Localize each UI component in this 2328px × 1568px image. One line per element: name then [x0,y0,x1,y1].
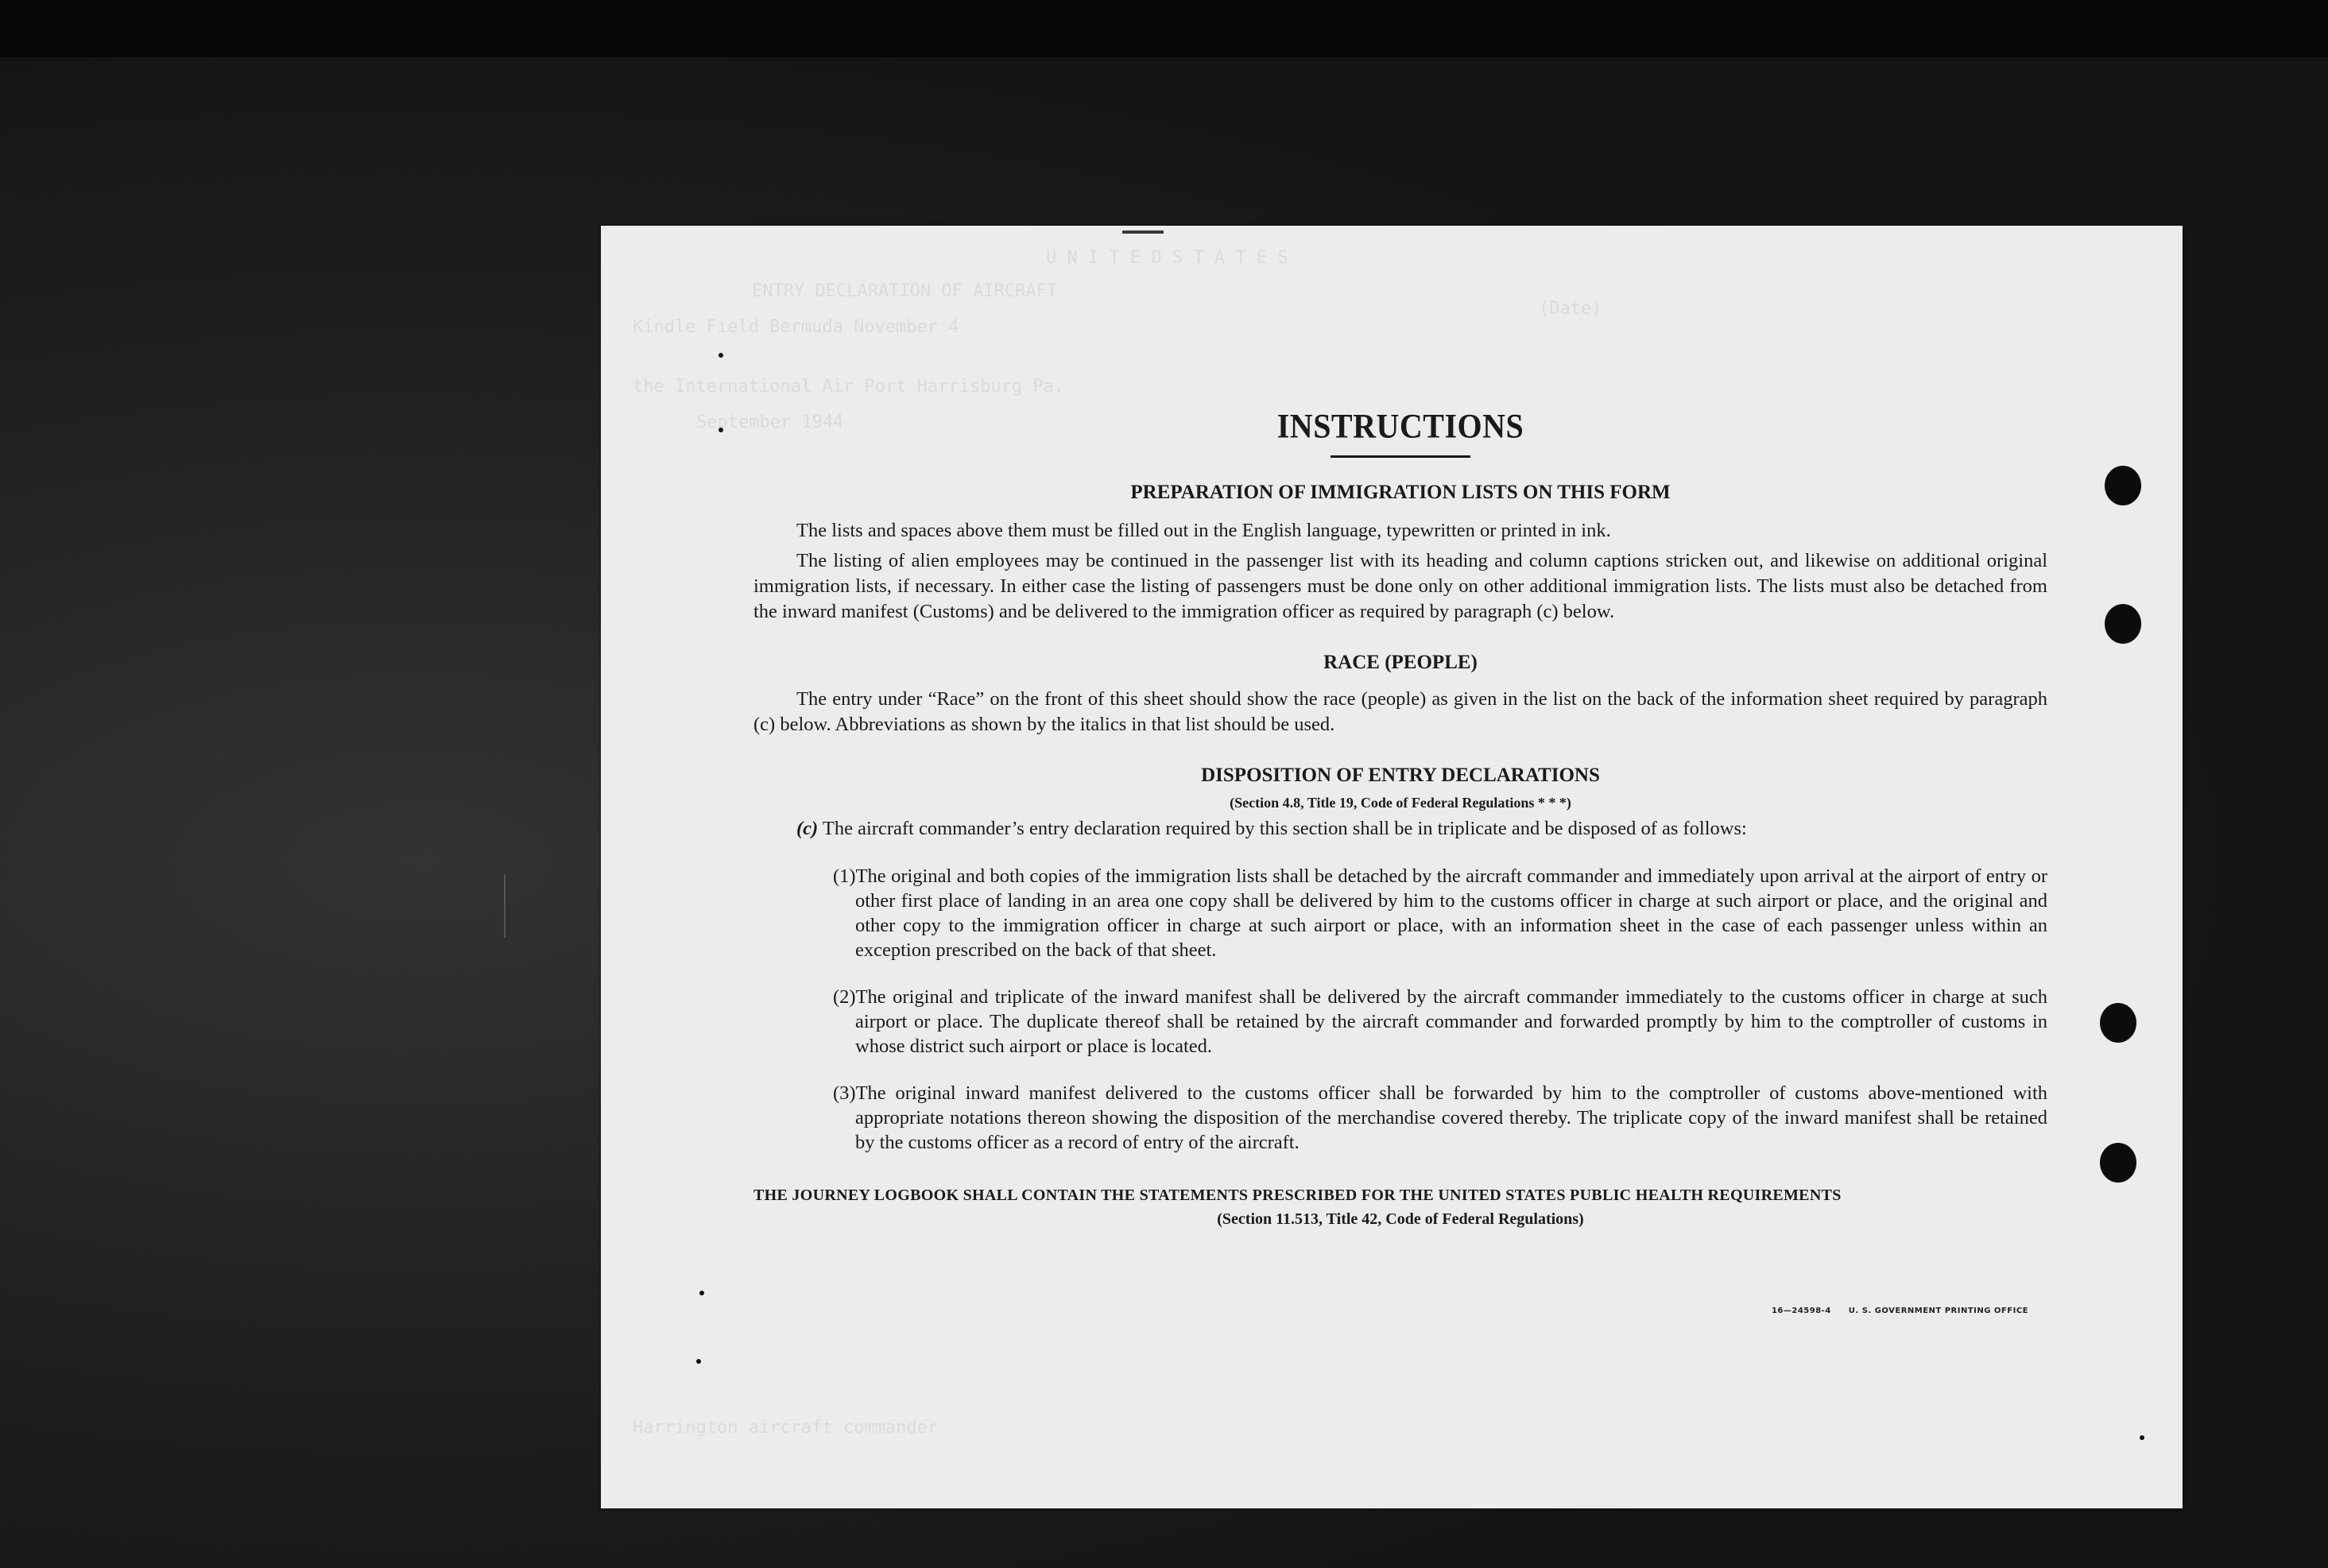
item-text: The original and both copies of the immigration lists shall be detached by the aircraft commander and immediately upon arrival at the airport of entry or other first place of landing in an area one copy shall be delivered by him to the customs officer in charge at such airport or place, and the original and other copy to the immigration officer in charge at such airport or place, with an information sheet in the case of each passenger unless within an exception prescribed on the back of that sheet. [855,865,2047,961]
item-text: The original inward manifest delivered to the customs officer shall be forwarded by him to the comptroller of customs above-mentioned with appropriate notations thereon showing the disposition of the merchandise covered thereby. The triplicate copy of the inward manifest shall be retained by the customs officer as a record of entry of the aircraft. [855,1082,2047,1153]
public-health-citation: (Section 11.513, Title 42, Code of Federal Regulations) [1217,1210,1584,1228]
item-text: The original and triplicate of the inward manifest shall be delivered by the aircraft commander immediately to the customs officer in charge at such airport or place. The duplicate thereof shall be retained by the aircraft commander and forwarded promptly by him to the comptroller of customs in whose district such airport or place is located. [855,986,2047,1057]
document-page [601,226,2183,1508]
clause-c [796,816,2047,842]
punch-hole [2105,466,2141,505]
item-number: (3) [833,1082,856,1104]
preparation-paragraph-2: The listing of alien employees may be continued in the passenger list with its heading and column captions stricken out, and likewise on additional original immigration lists, if necessary. In either case the listing of passengers must be done only on other additional immigration lists. The lists must also be detached from the inward manifest (Customs) and be delivered to the immigration officer as required by paragraph (c) below. [753,550,2047,622]
instructions-content [753,401,2047,1231]
disposition-citation: (Section 4.8, Title 19, Code of Federal Regulations * * *) [1230,795,1571,811]
form-print-code [1772,1307,2028,1315]
ink-speck [696,1359,701,1364]
item-number: (2) [833,986,856,1008]
ink-speck [2140,1435,2144,1440]
scanner-edge [0,0,2328,57]
ink-speck [719,428,723,432]
heading-race: RACE (PEOPLE) [1323,652,1478,673]
page-title: INSTRUCTIONS [1276,406,1524,446]
punch-hole [2100,1143,2136,1183]
bleed-through-text: U N I T E D S T A T E S ENTRY DECLARATION OF AIRCRAFT Kindle Field Bermuda November 4 (Date) the International Air Port Harrisburg Pa. September 1944 Harrington aircraft commander [633,248,1602,1438]
disposition-item [833,985,2047,1059]
punch-hole [2105,604,2141,644]
clause-label: (c) [796,818,819,839]
paper-edge-mark [504,874,505,938]
title-underline [1331,455,1470,458]
public-health-statement: THE JOURNEY LOGBOOK SHALL CONTAIN THE STATEMENTS PRESCRIBED FOR THE UNITED STATES PUBLIC HEALTH REQUIREMENTS [753,1187,1842,1204]
punch-hole [2100,1003,2136,1043]
race-paragraph: The entry under “Race” on the front of this sheet should show the race (people) as given in the list on the back of the information sheet required by paragraph (c) below. Abbreviations as shown by the italics in that list should be used. [753,688,2047,735]
ink-speck [719,353,723,358]
heading-disposition: DISPOSITION OF ENTRY DECLARATIONS [1201,765,1600,786]
clause-text: The aircraft commander’s entry declaration required by this section shall be in triplicate and be disposed of as follows: [822,818,1747,839]
printer-imprint: U. S. GOVERNMENT PRINTING OFFICE [1848,1307,2028,1315]
heading-preparation: PREPARATION OF IMMIGRATION LISTS ON THIS FORM [1130,482,1671,503]
form-number: 16—24598-4 [1771,1307,1831,1315]
ink-speck [699,1291,704,1295]
item-number: (1) [833,865,856,887]
disposition-item [833,864,2047,962]
disposition-item [833,1081,2047,1155]
tape-mark [1122,230,1164,234]
preparation-paragraph-1: The lists and spaces above them must be filled out in the English language, typewritten or printed in ink. [796,520,1611,541]
